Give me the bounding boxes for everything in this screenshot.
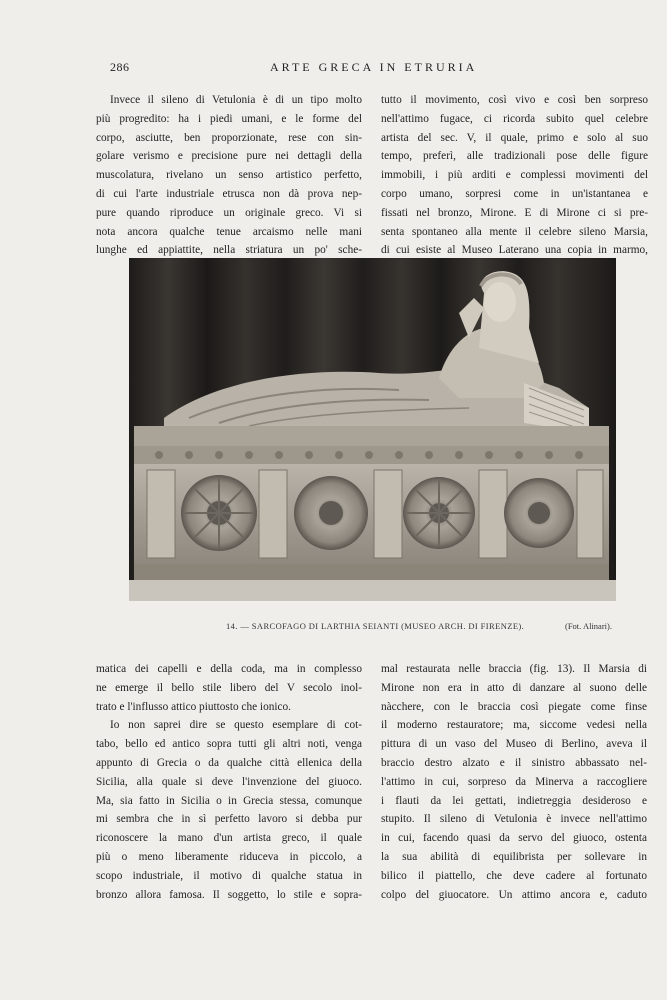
text-line: bilico il piattello, che deve cadere al fortunato — [381, 869, 647, 882]
text-line: i flauti da lei gettati, indietreggia desideroso e — [381, 794, 647, 807]
text-line: fissati nel bronzo, Mirone. E di Mirone ci si pre- — [381, 206, 648, 219]
column-bottom-right — [381, 660, 647, 904]
text-line: Io non saprei dire se questo esemplare di cot- — [110, 719, 362, 732]
text-line: di cui l'arte industriale etrusca non dà prova nep- — [96, 187, 362, 200]
text-line: in cui, facendo quasi da servo del giuoco, ostenta — [381, 832, 647, 845]
text-line: Ma, sia fatto in Sicilia o in Grecia stessa, comunque — [96, 794, 362, 807]
photo-credit: (Fot. Alinari). — [565, 621, 612, 631]
text-line: riconoscere la mano d'un artista greco, il quale — [96, 832, 362, 845]
text-line: colpo del giuocatore. Un attimo ancora e, caduto — [381, 888, 647, 901]
text-line: mi sembra che in sì perfetto lavoro si debba pur — [96, 813, 362, 826]
text-line: braccio destro alzato e il sinistro abbassato nel- — [381, 756, 647, 769]
text-line: di cui esiste al Museo Laterano una copia in marmo, — [381, 244, 648, 257]
page-number: 286 — [110, 60, 130, 74]
text-line: corpo, asciutte, ben proporzionate, rese con sin- — [96, 131, 362, 144]
text-line: trato e l'influsso attico piuttosto che ionico. — [96, 700, 291, 713]
text-line: golare verismo e precisione pure nei dettagli della — [96, 150, 362, 163]
text-line: tutto il movimento, così vivo e così ben sorpreso — [381, 94, 648, 106]
text-line: lunghe ed appiattite, nella striatura un po' sche- — [96, 244, 362, 257]
text-line: più progredito: ha i piedi umani, e le forme del — [96, 112, 362, 125]
text-line: nell'attimo fugace, ci ricorda subito quel celebre — [381, 112, 648, 125]
column-bottom-left — [96, 660, 362, 904]
text-line: muscolatura, rivelano un senso artistico perfetto, — [96, 169, 362, 182]
sarcophagus-illustration — [129, 258, 616, 601]
text-line: immobili, i più arditi e complessi movimenti del — [381, 169, 648, 182]
text-line: matica dei capelli e della coda, ma in complesso — [96, 663, 362, 675]
text-line: scopo industriale, il motivo di qualche statua in — [96, 869, 362, 882]
text-line: pittura di un vaso del Museo di Berlino, aveva il — [381, 738, 647, 751]
sarcophagus-photo — [129, 258, 616, 601]
text-line: l'attimo in cui, sorpreso da Minerva a raccogliere — [381, 775, 647, 788]
text-line: bronzo allora famosa. Il soggetto, lo stile e sopra- — [96, 888, 362, 901]
text-line: appunto di Grecia o da qualche città ellenica della — [96, 756, 362, 769]
text-line: mal restaurata nelle braccia (fig. 13). Il Marsia di — [381, 663, 647, 675]
text-line: più o meno liberamente riduceva in piccolo, a — [96, 850, 362, 863]
text-line: Invece il sileno di Vetulonia è di un tipo molto — [110, 94, 362, 106]
text-line: pure quando riproduce un originale greco. Vi si — [96, 206, 362, 219]
text-line: nota ancora qualche tenue arcaismo nelle mani — [96, 225, 362, 238]
text-line: stupito. Il sileno di Vetulonia è invece nell'attimo — [381, 813, 647, 826]
text-line: tempo, preferì, alle tradizionali pose delle figure — [381, 150, 648, 163]
column-top-left — [96, 91, 362, 260]
figure-caption: 14. — SARCOFAGO DI LARTHIA SEIANTI (MUSEO ARCH. DI FIRENZE). — [226, 621, 525, 631]
text-line: Sicilia, alla quale si deve l'invenzione del giuoco. — [96, 775, 362, 788]
text-line: tabo, bello ed antico sopra tutti gli altri noti, venga — [96, 738, 362, 751]
text-line: artista del sec. V, il quale, primo e solo al suo — [381, 131, 648, 144]
running-title: ARTE GRECA IN ETRURIA — [270, 60, 478, 74]
column-top-right — [381, 91, 648, 260]
text-line: la sua abilità di equilibrista per sollevare in — [381, 850, 647, 863]
text-line: nàcchere, con le braccia così piegate come finse — [381, 700, 647, 713]
text-line: senta spontaneo alla mente il celebre sileno Marsia, — [381, 225, 648, 238]
text-line: ne emerge il bello stile libero del V secolo inol- — [96, 681, 362, 694]
text-line: corpo umano, sorpresi come in un'istantanea e — [381, 187, 648, 200]
text-line: Mirone non era in atto di danzare al suono delle — [381, 681, 647, 694]
text-line: il moderno restauratore; ma, siccome vedesi nella — [381, 719, 647, 732]
